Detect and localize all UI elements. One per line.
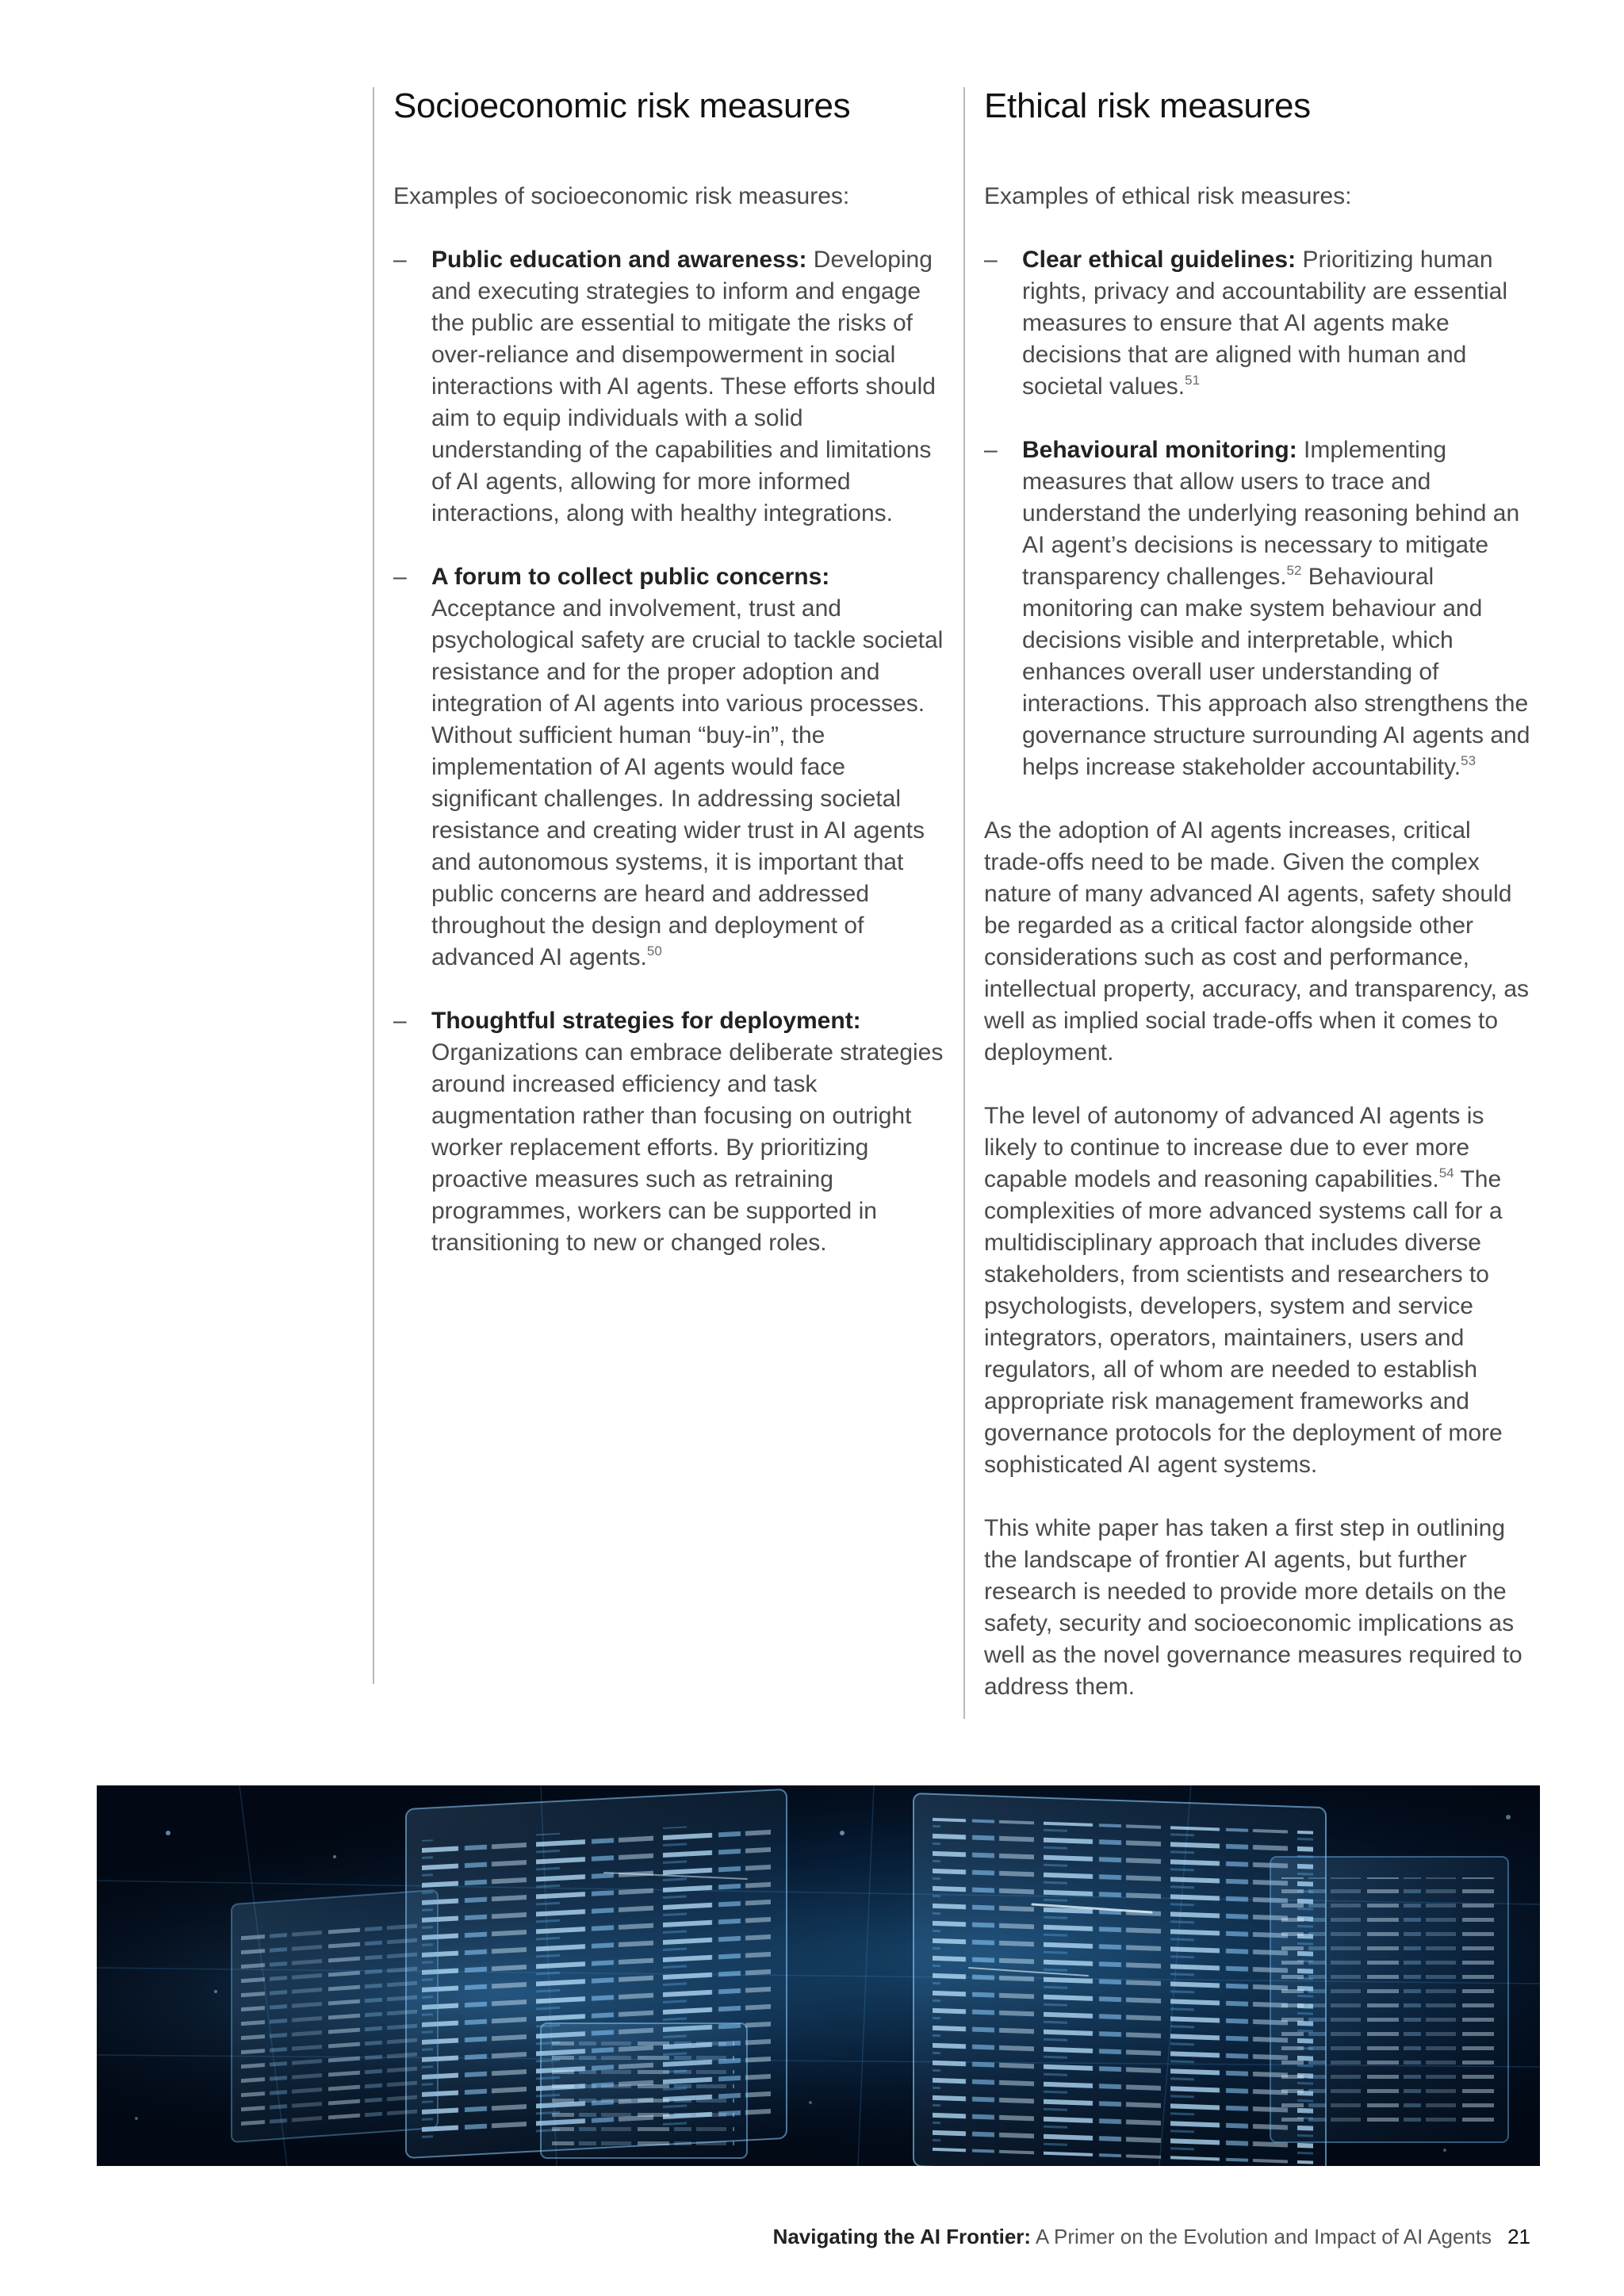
dash-bullet: – [984, 247, 998, 273]
item-title: Clear ethical guidelines: [1022, 247, 1297, 273]
dash-bullet: – [393, 247, 407, 273]
socioeconomic-heading: Socioeconomic risk measures [393, 86, 851, 125]
banner-image [97, 1785, 1540, 2166]
item-text: Prioritizing human rights, privacy and accountability are essential measures to ensure that AI agents make decisions that are aligned with human and societal values. [1022, 247, 1507, 400]
list-item [393, 244, 944, 530]
banner-illustration [97, 1785, 1540, 2166]
footnote-ref: 54 [1438, 1165, 1454, 1181]
item-text: Implementing measures that allow users to trace and understand the underlying reasoning behind an AI agent’s decisions is necessary to mitigate transparency challenges. [1022, 437, 1520, 590]
ethical-body [984, 244, 1534, 1735]
footnote-ref: 51 [1185, 373, 1201, 388]
socioeconomic-list [393, 244, 944, 1291]
paragraph-autonomy [984, 1100, 1534, 1481]
socioeconomic-column [373, 87, 944, 1684]
ethical-column [963, 87, 1534, 1719]
item-title: Thoughtful strategies for deployment: [431, 1008, 861, 1034]
ethical-intro: Examples of ethical risk measures: [984, 183, 1352, 209]
footnote-ref: 53 [1461, 753, 1477, 768]
page-footer [773, 2225, 1530, 2249]
item-title: Public education and awareness: [431, 247, 807, 273]
footer-title-bold: Navigating the AI Frontier: [772, 2225, 1032, 2248]
footnote-ref: 50 [646, 943, 662, 959]
item-title: Behavioural monitoring: [1022, 437, 1297, 463]
footnote-ref: 52 [1286, 563, 1302, 578]
footer-title-rest: A Primer on the Evolution and Impact of AI Agents [1031, 2225, 1492, 2248]
paragraph-conclusion: This white paper has taken a first step in outlining the landscape of frontier AI agents, but further research is needed to provide more details on the safety, security and socioeconomic implications as well as the novel governance measures required to address them. [984, 1515, 1522, 1700]
page-number: 21 [1507, 2225, 1530, 2248]
ethical-heading: Ethical risk measures [984, 86, 1311, 125]
paragraph-tradeoffs: As the adoption of AI agents increases, critical trade-offs need to be made. Given the complex nature of many advanced AI agents, safety should be regarded as a critical factor alongside other considerations such as cost and performance, intellectual property, accuracy, and transparency, as well as implied social trade-offs when it comes to deployment. [984, 817, 1530, 1066]
item-text: Organizations can embrace deliberate strategies around increased efficiency and task augmentation rather than focusing on outright worker replacement efforts. By prioritizing proactive measures such as retraining programmes, workers can be supported in transitioning to new or changed roles. [431, 1039, 944, 1256]
dash-bullet: – [393, 564, 407, 590]
item-text: Developing and executing strategies to inform and engage the public are essential to mitigate the risks of over-reliance and disempowerment in social interactions with AI agents. These efforts should aim to equip individuals with a solid understanding of the capabilities and limitations of AI agents, allowing for more informed interactions, along with healthy integrations. [431, 247, 936, 526]
paragraph-text: The complexities of more advanced systems call for a multidisciplinary approach that includes diverse stakeholders, from scientists and researchers to psychologists, developers, system and service integrators, operators, maintainers, users and regulators, all of whom are needed to establish appropriate risk management frameworks and governance protocols for the deployment of more sophisticated AI agent systems. [984, 1166, 1503, 1478]
list-item [393, 1005, 944, 1259]
dash-bullet: – [393, 1008, 407, 1034]
paragraph-text: The level of autonomy of advanced AI agents is likely to continue to increase due to ever more capable models and reasoning capabilities. [984, 1103, 1484, 1192]
socioeconomic-intro: Examples of socioeconomic risk measures: [393, 183, 850, 209]
list-item [984, 434, 1534, 783]
list-item [393, 561, 944, 974]
item-text-continued: Behavioural monitoring can make system behaviour and decisions visible and interpretable, which enhances overall user understanding of interactions. This approach also strengthens the governance structure surrounding AI agents and helps increase stakeholder accountability. [1022, 564, 1530, 780]
item-text: Acceptance and involvement, trust and psychological safety are crucial to tackle societal resistance and for the proper adoption and integration of AI agents into various processes. Without sufficient human “buy-in”, the implementation of AI agents would face significant challenges. In addressing societal resistance and creating wider trust in AI agents and autonomous systems, it is important that public concerns are heard and addressed throughout the design and deployment of advanced AI agents. [431, 595, 944, 970]
dash-bullet: – [984, 437, 998, 463]
item-title: A forum to collect public concerns: [431, 564, 830, 590]
list-item [984, 244, 1534, 403]
